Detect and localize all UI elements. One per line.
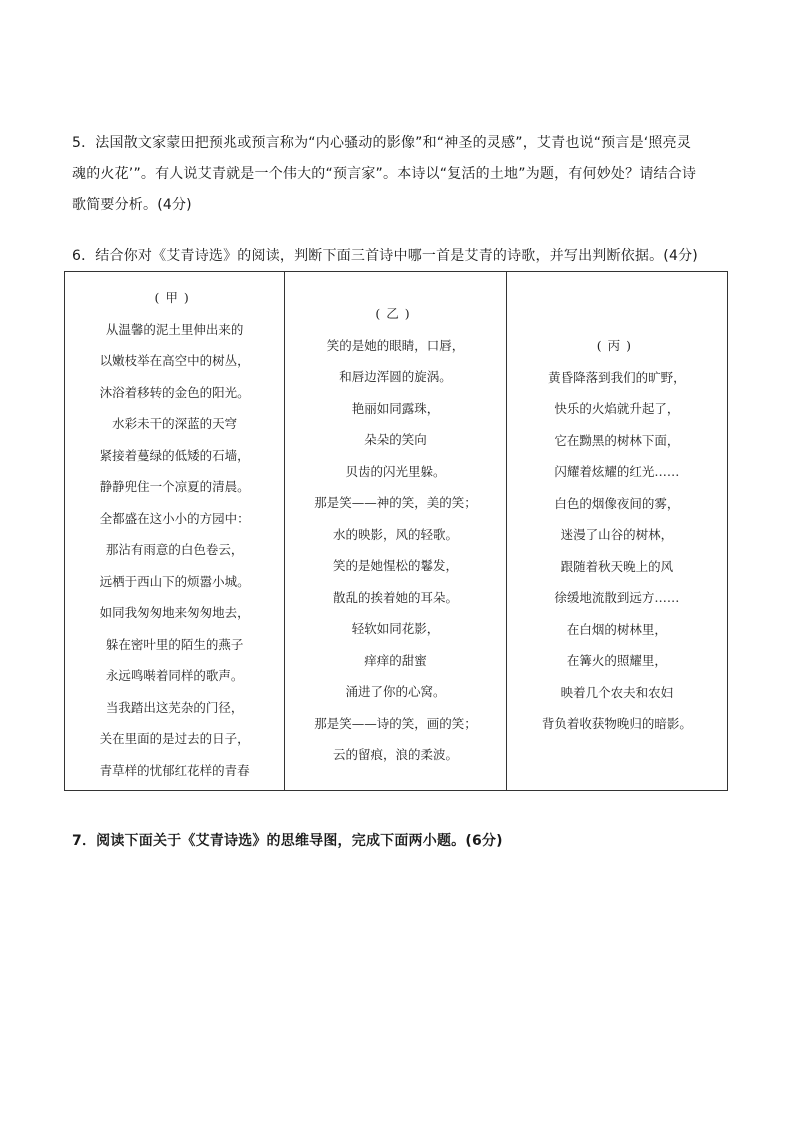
poem-line: 静静兜住一个凉夏的清晨。 xyxy=(99,479,250,494)
poem-line: 轻软如同花影， xyxy=(351,621,440,636)
question-6: 6．结合你对《艾青诗选》的阅读，判断下面三首诗中哪一首是艾青的诗歌，并写出判断依据。(4分) xyxy=(72,248,698,264)
question-5-line: 5．法国散文家蒙田把预兆或预言称为“内心骚动的影像”和“神圣的灵感”，艾青也说“预言是‘照亮灵 xyxy=(72,135,692,151)
poem-line: 它在黝黑的树林下面， xyxy=(554,432,680,448)
poem-line: 在白烟的树林里， xyxy=(566,621,667,637)
question-7: 7．阅读下面关于《艾青诗选》的思维导图，完成下面两小题。(6分) xyxy=(72,833,503,849)
poem-line: 跟随着秋天晚上的风 xyxy=(560,558,674,574)
poems-table xyxy=(64,271,728,791)
poem-line: 徐缓地流散到远方…… xyxy=(554,590,680,605)
poem-title: (丙) xyxy=(596,338,637,353)
poem-line: 以嫩枝举在高空中的树丛， xyxy=(99,353,250,368)
poem-line: 躲在密叶里的陌生的燕子 xyxy=(105,636,244,652)
poem-line: 闪耀着炫耀的红光…… xyxy=(554,464,680,479)
poem-line: 朵朵的笑向 xyxy=(364,432,427,447)
poem-line: 贝齿的闪光里躲。 xyxy=(345,463,446,479)
poem-jia xyxy=(65,272,284,790)
poem-line: 云的留痕，浪的柔波。 xyxy=(332,747,458,762)
poem-line: 背负着收获物晚归的暗影。 xyxy=(541,716,692,731)
poem-line: 从温馨的泥土里伸出来的 xyxy=(105,321,244,337)
poem-line: 涌进了你的心窝。 xyxy=(345,684,446,699)
poem-line: 笑的是她的眼睛，口唇， xyxy=(326,337,465,353)
poem-line: 迷漫了山谷的树林， xyxy=(560,527,674,542)
poem-yi xyxy=(284,272,505,790)
poem-bing xyxy=(506,272,727,790)
poem-line: 水彩未干的深蓝的天穹 xyxy=(112,416,238,431)
poem-line: 那是笑——神的笑，美的笑； xyxy=(314,495,477,510)
poem-line: 艳丽如同露珠， xyxy=(351,400,440,416)
poem-title: (乙) xyxy=(375,306,416,321)
poem-line: 映着几个农夫和农妇 xyxy=(560,684,674,700)
poem-line: 黄昏降落到我们的旷野， xyxy=(548,369,686,385)
poem-line: 散乱的挨着她的耳朵。 xyxy=(332,589,458,605)
poem-line: 痒痒的甜蜜 xyxy=(364,652,427,668)
poem-line: 关在里面的是过去的日子， xyxy=(99,731,250,746)
poem-line: 和唇边浑圆的旋涡。 xyxy=(339,369,452,384)
poem-line: 如同我匆匆地来匆匆地去， xyxy=(99,605,250,620)
poem-line: 沐浴着移转的金色的阳光。 xyxy=(99,384,250,400)
poem-title: (甲) xyxy=(154,290,195,305)
poem-line: 全都盛在这小小的方园中： xyxy=(99,510,250,526)
poem-line: 那沾有雨意的白色卷云， xyxy=(105,542,244,557)
poem-line: 快乐的火焰就升起了， xyxy=(554,401,680,416)
poem-line: 当我踏出这芜杂的门径， xyxy=(105,699,244,715)
question-5-line: 歌简要分析。(4分) xyxy=(72,197,192,213)
poem-line: 白色的烟像夜间的雾， xyxy=(554,495,680,511)
poem-line: 紧接着蔓绿的低矮的石墙， xyxy=(99,447,250,463)
question-5 xyxy=(72,128,724,221)
poem-line: 远栖于西山下的烦嚣小城。 xyxy=(99,573,250,589)
poem-line: 永远鸣啭着同样的歌声。 xyxy=(105,668,244,683)
poem-line: 在篝火的照耀里， xyxy=(566,653,667,668)
question-5-line: 魂的火花’”。有人说艾青就是一个伟大的“预言家”。本诗以“复活的土地”为题，有何妙处？请结合诗 xyxy=(72,166,697,182)
poem-line: 水的映影，风的轻歌。 xyxy=(332,526,458,542)
poem-line: 青草样的忧郁红花样的青春 xyxy=(99,762,250,778)
poem-line: 笑的是她惺松的鬈发， xyxy=(332,558,458,573)
poem-line: 那是笑——诗的笑，画的笑； xyxy=(314,715,477,731)
